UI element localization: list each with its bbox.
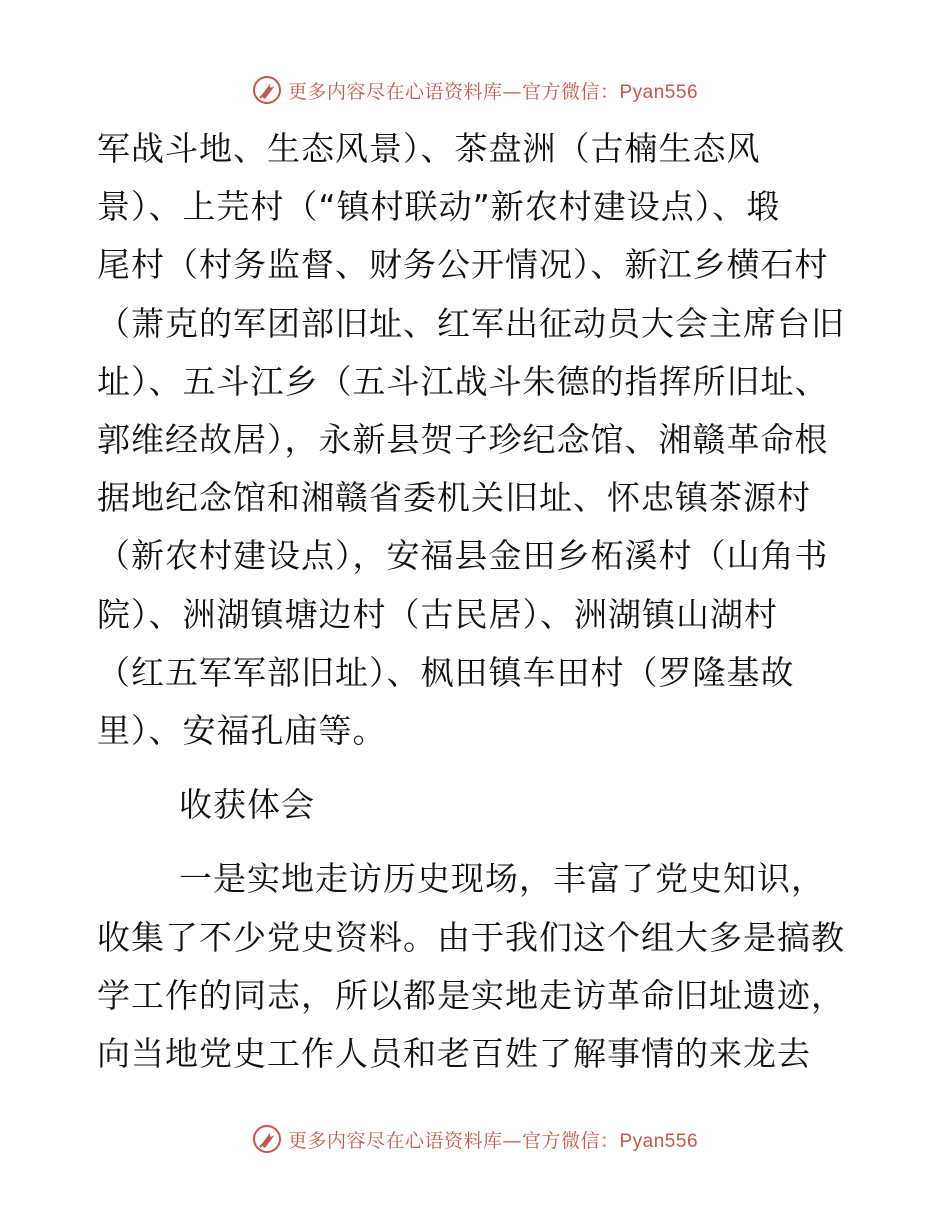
text-line: （红五军军部旧址）、枫田镇车田村（罗隆基故	[97, 652, 795, 692]
text-line: 里）、安福孔庙等。	[97, 711, 387, 751]
text-line: 址）、五斗江乡（五斗江战斗朱德的指挥所旧址、	[97, 361, 829, 401]
paragraph-line: 收集了不少党史资料。由于我们这个组大多是搞教	[97, 917, 845, 957]
document-body	[97, 120, 857, 1083]
pen-nib-logo-icon	[252, 75, 282, 105]
header-watermark	[0, 72, 950, 108]
watermark-id: Pyan556	[619, 1130, 699, 1152]
text-line: （萧克的军团部旧址、红军出征动员大会主席台旧	[97, 303, 845, 343]
text-line: 景）、上芫村（“镇村联动”新农村建设点）、塅	[97, 187, 781, 227]
section-heading: 收获体会	[179, 785, 315, 825]
text-line: 军战斗地、生态风景）、茶盘洲（古楠生态风	[97, 129, 761, 168]
paragraph-line: 一是实地走访历史现场，丰富了党史知识，	[179, 859, 825, 899]
footer-watermark	[0, 1121, 950, 1157]
paragraph-line: 向当地党史工作人员和老百姓了解事情的来龙去	[97, 1034, 811, 1074]
watermark-id: Pyan556	[619, 81, 699, 103]
text-line: （新农村建设点），安福县金田乡柘溪村（山角书	[97, 536, 829, 576]
watermark-text: 更多内容尽在心语资料库—官方微信：Pyan556	[287, 1129, 699, 1152]
paragraph-line: 学工作的同志，所以都是实地走访革命旧址遗迹，	[97, 975, 845, 1015]
text-line: 院）、洲湖镇塘边村（古民居）、洲湖镇山湖村	[97, 594, 778, 634]
pen-nib-logo-icon	[252, 1124, 282, 1154]
text-line: 郭维经故居），永新县贺子珍纪念馆、湘赣革命根	[97, 420, 829, 460]
text-line: 尾村（村务监督、财务公开情况）、新江乡横石村	[97, 245, 829, 285]
watermark-text: 更多内容尽在心语资料库—官方微信：Pyan556	[287, 80, 699, 103]
text-line: 据地纪念馆和湘赣省委机关旧址、怀忠镇茶源村	[97, 478, 811, 518]
